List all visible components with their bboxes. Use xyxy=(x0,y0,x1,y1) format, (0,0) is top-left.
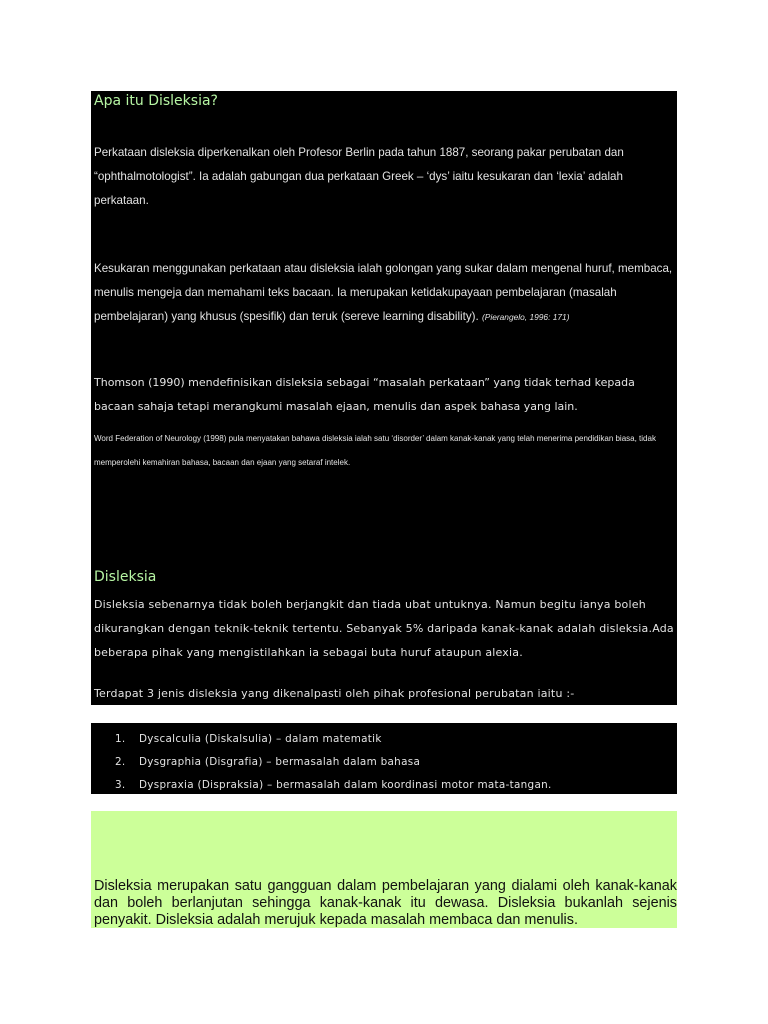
list-item xyxy=(115,751,552,774)
paragraph-thomson: Thomson (1990) mendefinisikan disleksia sebagai “masalah perkataan” yang tidak terhad kepada bacaan sahaja tetapi merangkumi masalah ejaan, menulis dan aspek bahasa yang lain. xyxy=(94,376,635,413)
summary-block xyxy=(91,811,677,928)
paragraph-disleksia: Disleksia sebenarnya tidak boleh berjangkit dan tiada ubat untuknya. Namun begitu ianya boleh dikurangkan dengan teknik-teknik tertentu. Sebanyak 5% daripada kanak-kanak adalah disleksia.Ada beberapa pihak yang mengistilahkan ia sebagai buta huruf ataupun alexia. xyxy=(94,598,674,659)
intro-block xyxy=(91,91,677,705)
paragraph-origin: Perkataan disleksia diperkenalkan oleh Profesor Berlin pada tahun 1887, seorang pakar perubatan dan “ophthalmotologist”. Ia adalah gabungan dua perkataan Greek – ‘dys’ iaitu kesukaran dan ‘lexia’ adalah perkataan. xyxy=(94,146,624,207)
list-item-number: 1. xyxy=(115,733,126,745)
list-item xyxy=(115,774,552,797)
types-list xyxy=(115,728,552,797)
paragraph-jenis: Terdapat 3 jenis disleksia yang dikenalpasti oleh pihak profesional perubatan iaitu :- xyxy=(94,687,575,700)
section-heading-disleksia: Disleksia xyxy=(94,569,157,585)
list-item-text: Dysgraphia (Disgrafia) – bermasalah dalam bahasa xyxy=(139,756,421,768)
paragraph-definition-text: Kesukaran menggunakan perkataan atau disleksia ialah golongan yang sukar dalam mengenal huruf, membaca, menulis mengeja dan memahami teks bacaan. Ia merupakan ketidakupayaan pembelajaran (masalah pembelajaran) yang khusus (spesifik) dan teruk (sereve learning disability). xyxy=(94,262,673,323)
list-item xyxy=(115,728,552,751)
summary-text: Disleksia merupakan satu gangguan dalam pembelajaran yang dialami oleh kanak-kanak dan boleh berlanjutan sehingga kanak-kanak itu dewasa. Disleksia bukanlah sejenis penyakit. Disleksia adalah merujuk kepada masalah membaca dan menulis. xyxy=(94,878,677,928)
list-item-number: 2. xyxy=(115,756,126,768)
section-heading-apa-itu: Apa itu Disleksia? xyxy=(94,93,218,109)
citation: (Pierangelo, 1996: 171) xyxy=(481,312,570,322)
list-item-number: 3. xyxy=(115,779,126,791)
list-item-text: Dyscalculia (Diskalsulia) – dalam matematik xyxy=(139,733,382,745)
paragraph-definition xyxy=(94,257,674,329)
paragraph-wfn: Word Federation of Neurology (1998) pula menyatakan bahawa disleksia ialah satu ‘disorder’ dalam kanak-kanak yang telah menerima pendidikan biasa, tidak memperolehi kemahiran bahasa, bacaan dan ejaan yang setaraf intelek. xyxy=(94,434,656,467)
list-item-text: Dyspraxia (Dispraksia) – bermasalah dalam koordinasi motor mata-tangan. xyxy=(139,779,552,791)
types-list-block xyxy=(91,723,677,794)
